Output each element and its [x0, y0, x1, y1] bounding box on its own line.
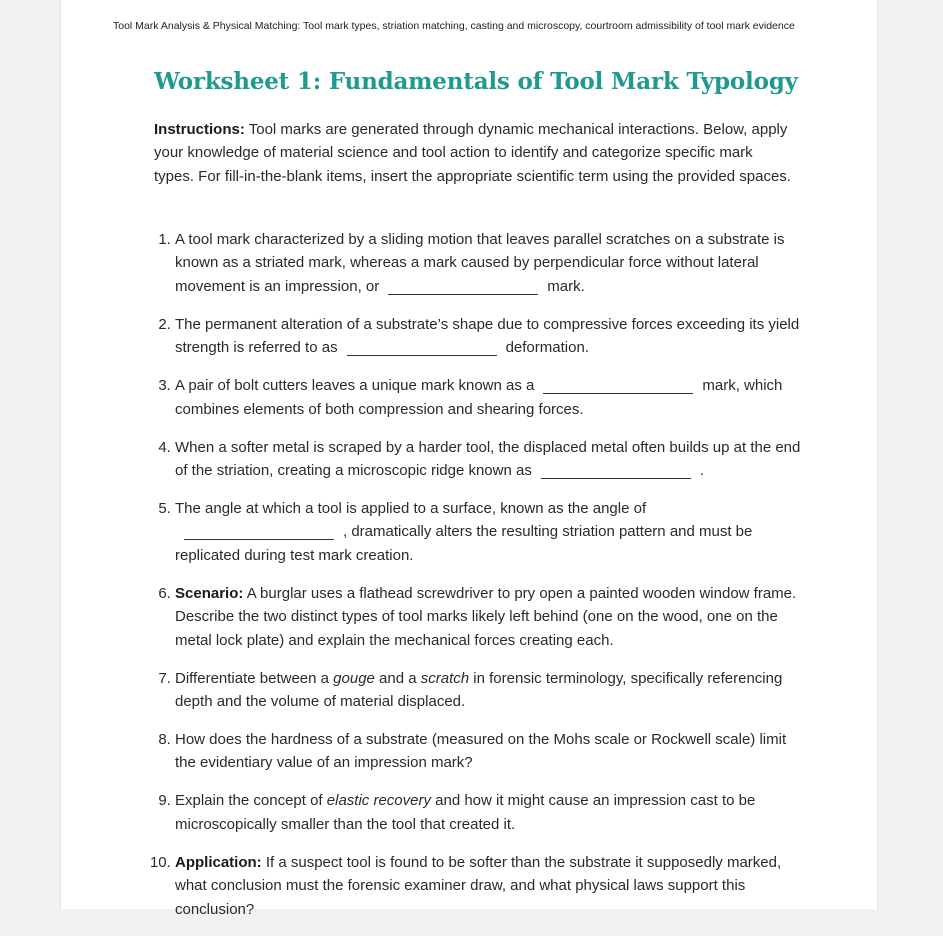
question-2 [175, 313, 811, 360]
question-6-label: Scenario: [175, 584, 244, 602]
question-3-text: A pair of bolt cutters leaves a unique mark known as a [175, 377, 535, 395]
question-list [154, 228, 811, 936]
term-scratch: scratch [420, 669, 470, 687]
question-8-text: How does the hardness of a substrate (measured on the Mohs scale or Rockwell scale) limit the evidentiary value of an impression mark? [175, 731, 787, 772]
term-elastic-recovery: elastic recovery [326, 792, 431, 810]
question-7-text-end: in forensic terminology, specifically referencing depth and the volume of material displaced. [175, 669, 783, 711]
question-1-text-end: mark. [547, 277, 585, 295]
answer-blank-4[interactable] [541, 462, 691, 479]
question-4-text: When a softer metal is scraped by a harder tool, the displaced metal often builds up at the end of the striation, creating a microscopic ridge known as [175, 438, 801, 480]
worksheet-title: Worksheet 1: Fundamentals of Tool Mark Typology [154, 68, 798, 95]
running-header: Tool Mark Analysis & Physical Matching: Tool mark types, striation matching, casting and microscopy, courtroom admissibility of tool mark evidence [113, 20, 795, 32]
instructions-paragraph [154, 118, 794, 188]
question-4-text-end: . [699, 462, 705, 480]
document-page [60, 0, 878, 918]
answer-blank-2[interactable] [347, 339, 497, 356]
instructions-label: Instructions: [154, 121, 245, 138]
question-2-text-end: deformation. [505, 339, 589, 357]
question-10-label: Application: [175, 853, 262, 871]
question-5 [175, 497, 811, 567]
question-7-text: Differentiate between a [175, 669, 334, 687]
answer-blank-1[interactable] [388, 278, 538, 295]
answer-blank-5[interactable] [184, 523, 334, 540]
question-2-text: The permanent alteration of a substrate’s shape due to compressive forces exceeding its yield strength is referred to as [175, 315, 800, 357]
question-7 [175, 667, 811, 714]
question-1 [175, 228, 811, 298]
question-9 [175, 789, 811, 836]
question-10-text: If a suspect tool is found to be softer than the substrate it supposedly marked, what conclusion must the forensic examiner draw, and what physical laws support this conclusion? [175, 853, 782, 918]
question-1-text: A tool mark characterized by a sliding motion that leaves parallel scratches on a substrate is known as a striated mark, whereas a mark caused by perpendicular force without lateral movement is an impression, or [175, 231, 785, 295]
instructions-text: Tool marks are generated through dynamic mechanical interactions. Below, apply your knowledge of material science and tool action to identify and categorize specific mark types. For fill-in-the-blank items, insert the appropriate scientific term using the provided spaces. [154, 121, 791, 185]
question-7-text-mid: and a [374, 669, 421, 687]
answer-blank-3[interactable] [543, 377, 693, 394]
question-5-text-end: , dramatically alters the resulting striation pattern and must be replicated during test mark creation. [175, 523, 753, 564]
question-9-text-end: and how it might cause an impression cast to be microscopically smaller than the tool that created it. [175, 792, 756, 833]
question-10 [175, 851, 811, 921]
question-9-text: Explain the concept of [175, 792, 327, 810]
term-gouge: gouge [333, 669, 375, 687]
question-6-text: A burglar uses a flathead screwdriver to pry open a painted wooden window frame. Describe the two distinct types of tool marks likely left behind (one on the wood, one on the metal lock plate) and explain the mechanical forces creating each. [175, 584, 797, 649]
question-5-text: The angle at which a tool is applied to a surface, known as the angle of [175, 500, 647, 518]
question-3-text-end: mark, which combines elements of both compression and shearing forces. [175, 377, 783, 418]
question-8 [175, 728, 811, 775]
question-4 [175, 436, 811, 483]
question-6 [175, 582, 811, 652]
question-3 [175, 374, 811, 421]
